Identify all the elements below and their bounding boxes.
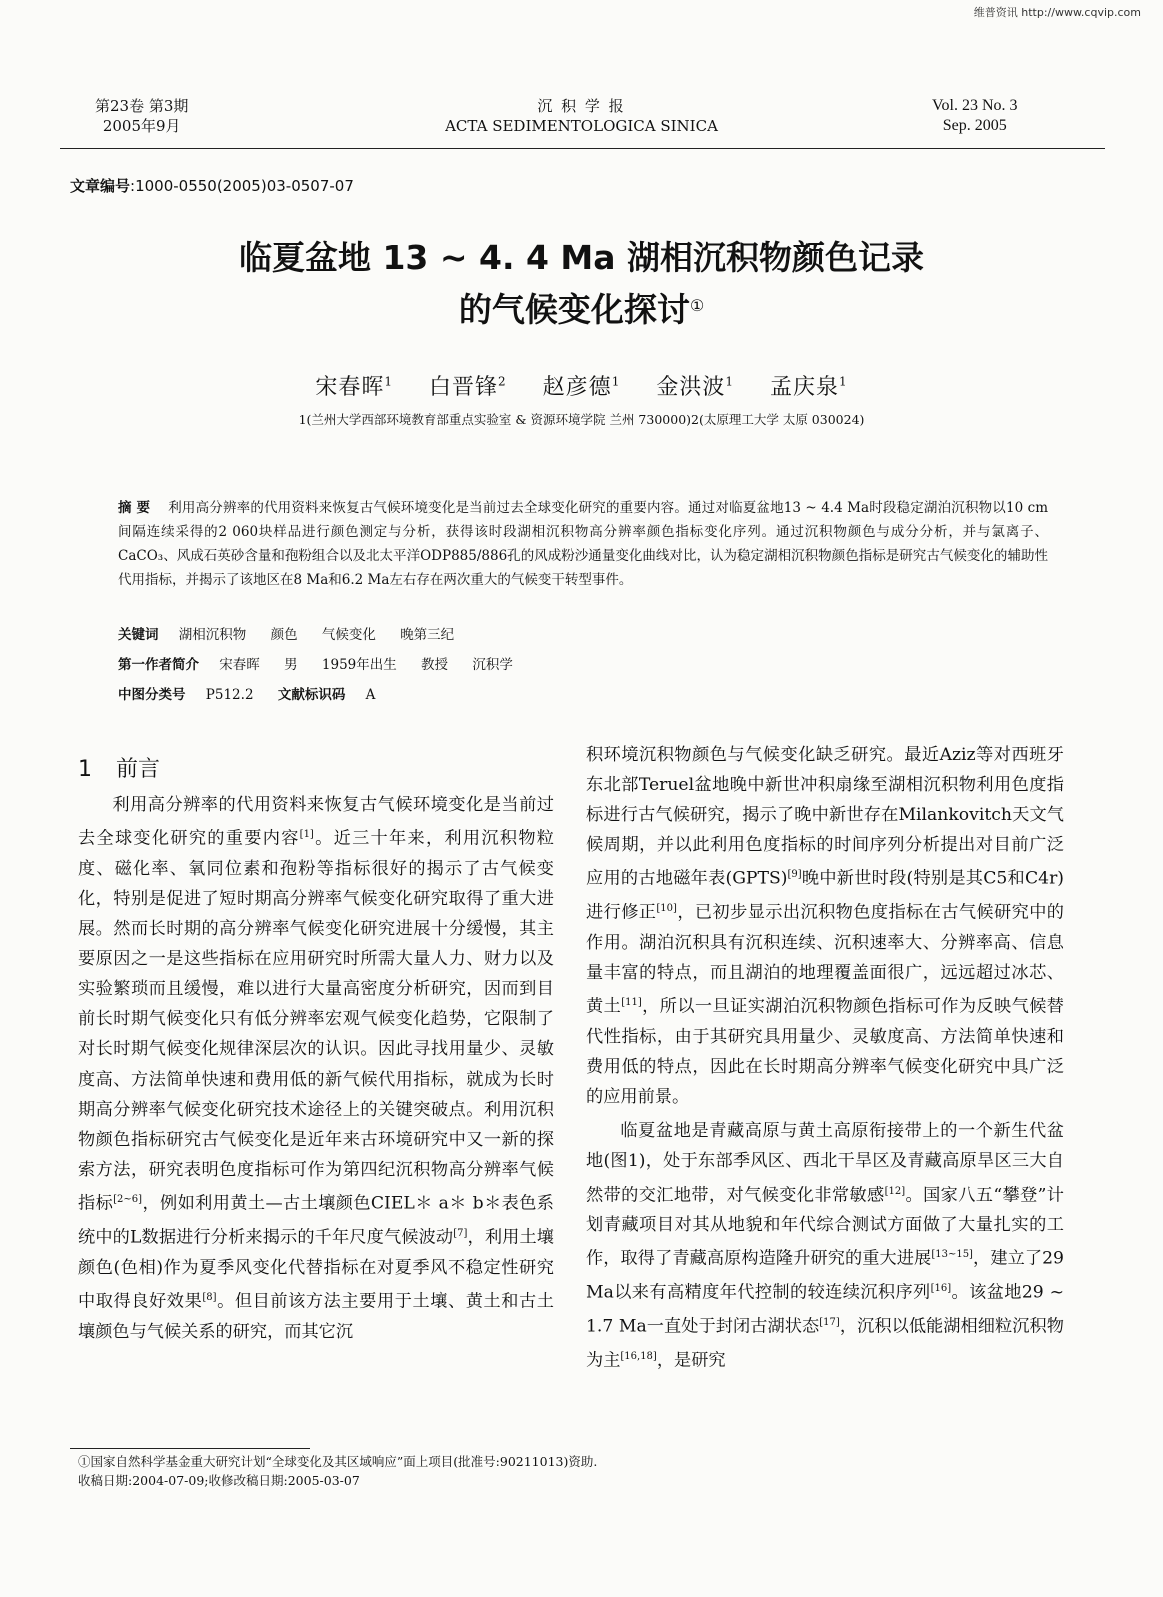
received-dates: 收稿日期:2004-07-09;收修改稿日期:2005-03-07 bbox=[78, 1473, 360, 1488]
citation: [17] bbox=[819, 1317, 840, 1329]
paragraph: 临夏盆地是青藏高原与黄土高原衔接带上的一个新生代盆地(图1)，处于东部季风区、西北干旱区及青藏高原旱区三大自然带的交汇地带，对气候变化非常敏感[12]。国家八五“攀登”计划青藏项目对其从地貌和年代综合测试方面做了大量扎实的工作，取得了青藏高原构造隆升研究的重大进展[13~15]，建立了29 Ma以来有高精度年代控制的较连续沉积序列[16]。该盆地29 ~ 1.7 Ma一直处于封闭古湖状态[17]，沉积以低能湖相细粒沉积物为主[16,18]，是研究 bbox=[586, 1121, 1064, 1371]
body-column-right bbox=[586, 740, 1064, 1376]
citation: [7] bbox=[453, 1227, 468, 1239]
clc-value: P512.2 bbox=[205, 687, 254, 703]
citation: [1] bbox=[299, 829, 314, 841]
section-title: 前言 bbox=[116, 757, 161, 782]
watermark: 维普资讯 http://www.cqvip.com bbox=[973, 6, 1141, 19]
author: 孟庆泉$^1$ bbox=[769, 374, 848, 400]
volume-issue: 第23卷 第3期 bbox=[95, 97, 189, 115]
paragraph: 积环境沉积物颜色与气候变化缺乏研究。最近Aziz等对西班牙东北部Teruel盆地晚中新世冲积扇缘至湖相沉积物利用色度指标进行古气候研究，揭示了晚中新世存在Milankovitch天文气候周期，并以此利用色度指标的时间序列分析提出对目前广泛应用的古地磁年表(GPTS)[9]晚中新世时段(特别是其C5和C4r)进行修正[10]，已初步显示出沉积物色度指标在古气候研究中的作用。湖泊沉积具有沉积连续、沉积速率大、分辨率高、信息量丰富的特点，而且湖泊的地理覆盖面很广，远远超过冰芯、黄土[11]，所以一旦证实湖泊沉积物颜色指标可作为反映气候替代性指标，由于其研究具用量少、灵敏度高、方法简单快速和费用低的特点，因此在长时期高分辨率气候变化研究中具广泛的应用前景。 bbox=[586, 745, 1064, 1108]
author: 金洪波$^1$ bbox=[656, 374, 734, 400]
citation: [10] bbox=[656, 903, 677, 915]
funding-note: ①国家自然科学基金重大研究计划“全球变化及其区域响应”面上项目(批准号:90211013)资助. bbox=[78, 1454, 598, 1469]
author: 宋春晖$^1$ bbox=[315, 374, 394, 400]
keyword: 晚第三纪 bbox=[400, 627, 455, 643]
abstract-text: 利用高分辨率的代用资料来恢复古气候环境变化是当前过去全球变化研究的重要内容。通过对临夏盆地13 ~ 4.4 Ma时段稳定湖泊沉积物以10 cm间隔连续采得的2 060块样品进行颜色测定与分析，获得该时段湖相沉积物高分辨率颜色指标变化序列。通过沉积物颜色与成分分析，并与氯离子、CaCO₃、风成石英砂含量和孢粉组合以及北太平洋ODP885/886孔的风成粉沙通量变化曲线对比，认为稳定湖相沉积物颜色指标是研究古气候变化的辅助性代用指标，并揭示了该地区在8 Ma和6.2 Ma左右存在两次重大的气候变干转型事件。 bbox=[118, 500, 1048, 588]
journal-name-cn: 沉 积 学 报 bbox=[537, 97, 626, 115]
author-list bbox=[0, 370, 1163, 401]
first-author-label: 第一作者简介 bbox=[118, 657, 199, 673]
citation: [9] bbox=[787, 869, 802, 881]
keywords-label: 关键词 bbox=[118, 627, 159, 643]
affiliation: 1(兰州大学西部环境教育部重点实验室 & 资源环境学院 兰州 730000)2(太原理工大学 太原 030024) bbox=[298, 412, 865, 427]
abstract-label: 摘 要 bbox=[118, 500, 151, 516]
paragraph: 利用高分辨率的代用资料来恢复古气候环境变化是当前过去全球变化研究的重要内容[1]。近三十年来，利用沉积物粒度、磁化率、氧同位素和孢粉等指标很好的揭示了古气候变化，特别是促进了短时期高分辨率气候变化研究取得了重大进展。然而长时期的高分辨率气候变化研究进展十分缓慢，其主要原因之一是这些指标在应用研究时所需大量人力、财力以及实验繁琐而且缓慢，难以进行大量高密度分析研究，因而到目前长时期气候变化只有低分辨率宏观气候变化趋势，它限制了对长时期气候变化规律深层次的认识。因此寻找用量少、灵敏度高、方法简单快速和费用低的新气候代用指标，就成为长时期高分辨率气候变化研究技术途径上的关键突破点。利用沉积物颜色指标研究古气候变化是近年来古环境研究中又一新的探索方法，研究表明色度指标可作为第四纪沉积物高分辨率气候指标[2~6]，例如利用黄土—古土壤颜色CIEL＊ a＊ b＊表色系统中的L数据进行分析来揭示的千年尺度气候波动[7]，利用土壤颜色(色相)作为夏季风变化代替指标在对夏季风不稳定性研究中取得良好效果[8]。但目前该方法主要用于土壤、黄土和古土壤颜色与气候关系的研究，而其它沉 bbox=[78, 795, 554, 1342]
keywords bbox=[118, 624, 1048, 646]
section-heading bbox=[78, 752, 160, 783]
citation: [16] bbox=[930, 1283, 952, 1295]
publication-date: 2005年9月 bbox=[102, 117, 181, 135]
citation: [2~6] bbox=[113, 1193, 143, 1205]
header-divider bbox=[60, 148, 1105, 149]
classification bbox=[118, 684, 1048, 706]
title-line-2: 的气候变化探讨 bbox=[458, 290, 690, 329]
title-footnote-mark: ① bbox=[689, 296, 705, 315]
first-author-bio: 第一作者简介 宋春晖 男 1959年出生 教授 沉积学 bbox=[118, 657, 513, 673]
citation: [12] bbox=[884, 1185, 906, 1197]
article-number-value: :1000-0550(2005)03-0507-07 bbox=[130, 177, 354, 195]
citation: [8] bbox=[202, 1291, 217, 1303]
abstract bbox=[118, 496, 1048, 592]
doc-code-value: A bbox=[365, 687, 376, 703]
keyword: 颜色 bbox=[270, 627, 298, 643]
citation: [16,18] bbox=[620, 1350, 657, 1362]
title-line-1: 临夏盆地 13 ~ 4. 4 Ma 湖相沉积物颜色记录 bbox=[238, 238, 925, 277]
body-column-left bbox=[78, 790, 554, 1347]
keyword: 湖相沉积物 bbox=[178, 627, 247, 643]
publication-date-en: Sep. 2005 bbox=[942, 117, 1007, 134]
citation: [13~15] bbox=[931, 1249, 973, 1261]
section-number: 1 bbox=[78, 757, 92, 782]
keyword: 气候变化 bbox=[321, 627, 376, 643]
citation: [11] bbox=[621, 997, 642, 1009]
doc-code-label: 文献标识码 bbox=[277, 687, 346, 703]
journal-volume-en bbox=[932, 96, 1018, 136]
footnotes bbox=[78, 1452, 597, 1490]
article-number-label: 文章编号 bbox=[70, 177, 131, 195]
article-number bbox=[70, 175, 354, 196]
footnote-divider bbox=[70, 1448, 310, 1449]
author: 白晋锋$^2$ bbox=[429, 374, 507, 400]
author: 赵彦德$^1$ bbox=[542, 374, 621, 400]
clc-label: 中图分类号 bbox=[118, 687, 186, 703]
paper-title bbox=[0, 232, 1163, 336]
volume-issue-en: Vol. 23 No. 3 bbox=[932, 97, 1018, 114]
journal-name-en: ACTA SEDIMENTOLOGICA SINICA bbox=[445, 117, 718, 135]
